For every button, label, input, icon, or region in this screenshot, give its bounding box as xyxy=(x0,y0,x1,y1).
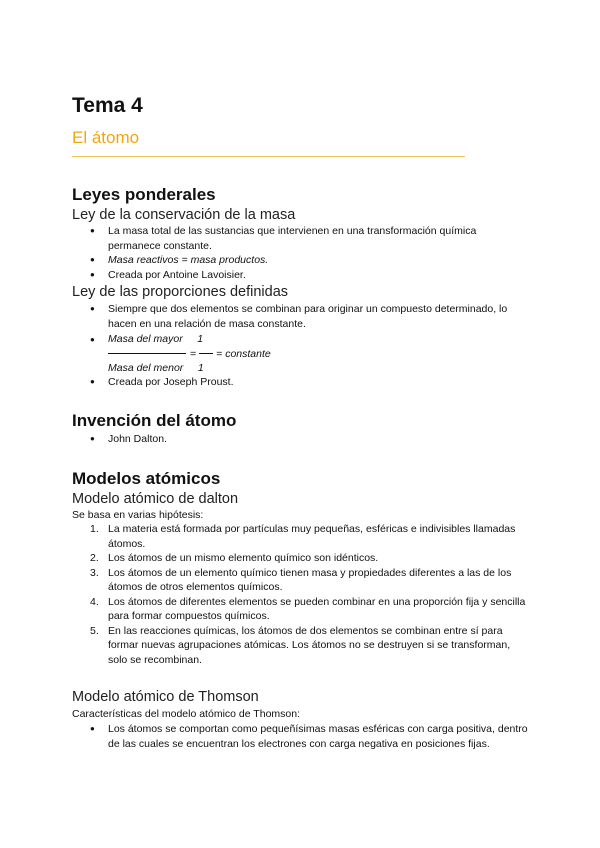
subheading-dalton: Modelo atómico de dalton xyxy=(72,491,239,507)
fraction-bar xyxy=(108,353,186,354)
bullet-icon: ● xyxy=(90,335,95,344)
dalton-intro: Se basa en varias hipótesis: xyxy=(72,509,204,521)
list-item xyxy=(90,566,530,595)
list-number: 4. xyxy=(90,595,99,608)
proporciones-list-2 xyxy=(90,375,530,390)
list-item xyxy=(90,302,530,331)
list-item xyxy=(90,432,530,447)
thomson-list xyxy=(90,722,530,751)
subheading-proporciones: Ley de las proporciones definidas xyxy=(72,284,289,300)
formula-denominator-value: 1 xyxy=(197,362,204,374)
list-number: 5. xyxy=(90,624,99,637)
list-item xyxy=(90,224,530,253)
list-item xyxy=(90,595,530,624)
formula-equals: = xyxy=(190,347,197,360)
list-item-text: Creada por Antoine Lavoisier. xyxy=(108,268,246,281)
fraction-bar-small xyxy=(199,353,213,354)
formula-numerator: Masa del mayor xyxy=(108,333,183,345)
list-item-text: Los átomos de un elemento químico tienen masa y propiedades diferentes a las de los átomos de otros elementos químicos. xyxy=(108,566,512,593)
conservacion-list xyxy=(90,224,530,282)
subheading-thomson: Modelo atómico de Thomson xyxy=(72,689,259,705)
list-item-text: Creada por Joseph Proust. xyxy=(108,376,234,388)
page-title: Tema 4 xyxy=(72,94,143,117)
list-item-text: Los átomos de diferentes elementos se pueden combinar en una proporción fija y sencilla para formar compuestos químicos. xyxy=(108,595,526,622)
list-item xyxy=(90,551,530,566)
list-item-text: La masa total de las sustancias que intervienen en una transformación química permanece constante. xyxy=(108,225,477,252)
list-number: 2. xyxy=(90,552,99,564)
invencion-list xyxy=(90,432,530,447)
title-divider xyxy=(72,156,465,157)
list-item xyxy=(90,722,530,751)
section-heading-leyes: Leyes ponderales xyxy=(72,185,216,204)
formula xyxy=(108,332,271,376)
list-item-text: La materia está formada por partículas muy pequeñas, esféricas e indivisibles llamadas átomos. xyxy=(108,523,516,550)
subheading-conservacion: Ley de la conservación de la masa xyxy=(72,207,296,223)
thomson-intro: Características del modelo atómico de Thomson: xyxy=(72,708,300,720)
page-subtitle: El átomo xyxy=(72,128,140,147)
list-number: 1. xyxy=(90,523,99,535)
list-number: 3. xyxy=(90,566,99,579)
formula-denominator: Masa del menor xyxy=(108,362,184,374)
list-item xyxy=(90,268,530,283)
list-item-text: Los átomos de un mismo elemento químico son idénticos. xyxy=(108,552,379,564)
list-item-text: Masa reactivos = masa productos. xyxy=(108,254,269,266)
formula-numerator-value: 1 xyxy=(197,333,204,345)
list-item xyxy=(90,253,530,268)
list-item-text: En las reacciones químicas, los átomos de dos elementos se combinan entre sí para formar nuevas agrupaciones atómicas. Los átomos no se destruyen si se transforman, solo se recombinan. xyxy=(108,624,511,666)
list-item xyxy=(90,522,530,551)
section-heading-modelos: Modelos atómicos xyxy=(72,469,221,488)
dalton-hypotheses xyxy=(90,522,530,667)
section-heading-invencion: Invención del átomo xyxy=(72,411,237,430)
list-item xyxy=(90,375,530,390)
list-item-text: Siempre que dos elementos se combinan para originar un compuesto determinado, lo hacen en una relación de masa constante. xyxy=(108,303,508,330)
formula-constant: = constante xyxy=(216,347,271,360)
list-item-text: Los átomos se comportan como pequeñísimas masas esféricas con carga positiva, dentro de las cuales se encuentran los electrones con carga negativa en posiciones fijas. xyxy=(108,723,528,750)
list-item-text: John Dalton. xyxy=(108,433,167,445)
list-item xyxy=(90,624,530,668)
proporciones-list xyxy=(90,302,530,331)
